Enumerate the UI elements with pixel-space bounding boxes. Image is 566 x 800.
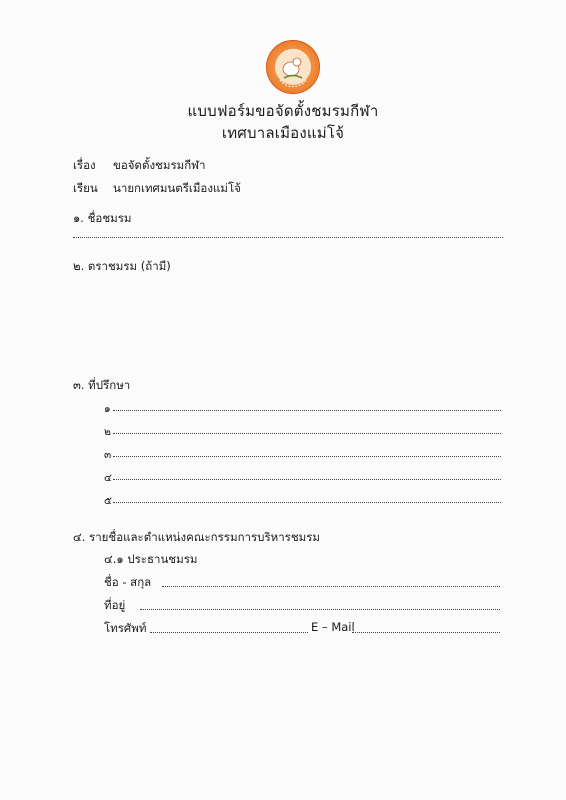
president-name-field[interactable] [162,585,500,587]
president-heading: ๔.๑ ประธานชมรม [104,552,198,566]
section-advisors: ๓. ที่ปรึกษา [73,378,131,392]
president-address-field[interactable] [140,608,500,610]
section-club-name: ๑. ชื่อชมรม [73,211,132,225]
seal-icon [266,40,320,94]
club-name-field[interactable] [73,236,503,238]
president-phone-field[interactable] [150,631,308,633]
to-label: เรียน [73,181,98,195]
subject-value: ขอจัดตั้งชมรมกีฬา [113,158,206,172]
president-email-label: E – Mail [311,620,355,634]
advisor-field[interactable] [113,432,501,434]
municipality-logo [266,40,320,94]
advisor-field[interactable] [113,409,501,411]
advisor-number: ๑ [104,403,111,415]
advisor-field[interactable] [113,501,501,503]
advisor-field[interactable] [113,478,501,480]
section-committee: ๔. รายชื่อและตำแหน่งคณะกรรมการบริหารชมรม [73,530,320,544]
advisor-number: ๕ [104,495,112,507]
president-phone-label: โทรศัพท์ [104,621,147,635]
president-address-label: ที่อยู่ [104,598,126,612]
form-subtitle: เทศบาลเมืองแม่โจ้ [221,124,345,142]
advisor-number: ๔ [104,472,112,484]
advisor-number: ๓ [104,449,112,461]
to-value: นายกเทศมนตรีเมืองแม่โจ้ [113,181,241,195]
president-name-label: ชื่อ - สกุล [104,575,152,589]
emblem-area[interactable] [73,278,503,368]
section-club-emblem: ๒. ตราชมรม (ถ้ามี) [73,259,171,273]
subject-label: เรื่อง [73,158,96,172]
president-email-field[interactable] [352,631,500,633]
advisor-field[interactable] [113,455,501,457]
advisor-number: ๒ [104,426,111,438]
form-title: แบบฟอร์มขอจัดตั้งชมรมกีฬา [187,102,379,120]
